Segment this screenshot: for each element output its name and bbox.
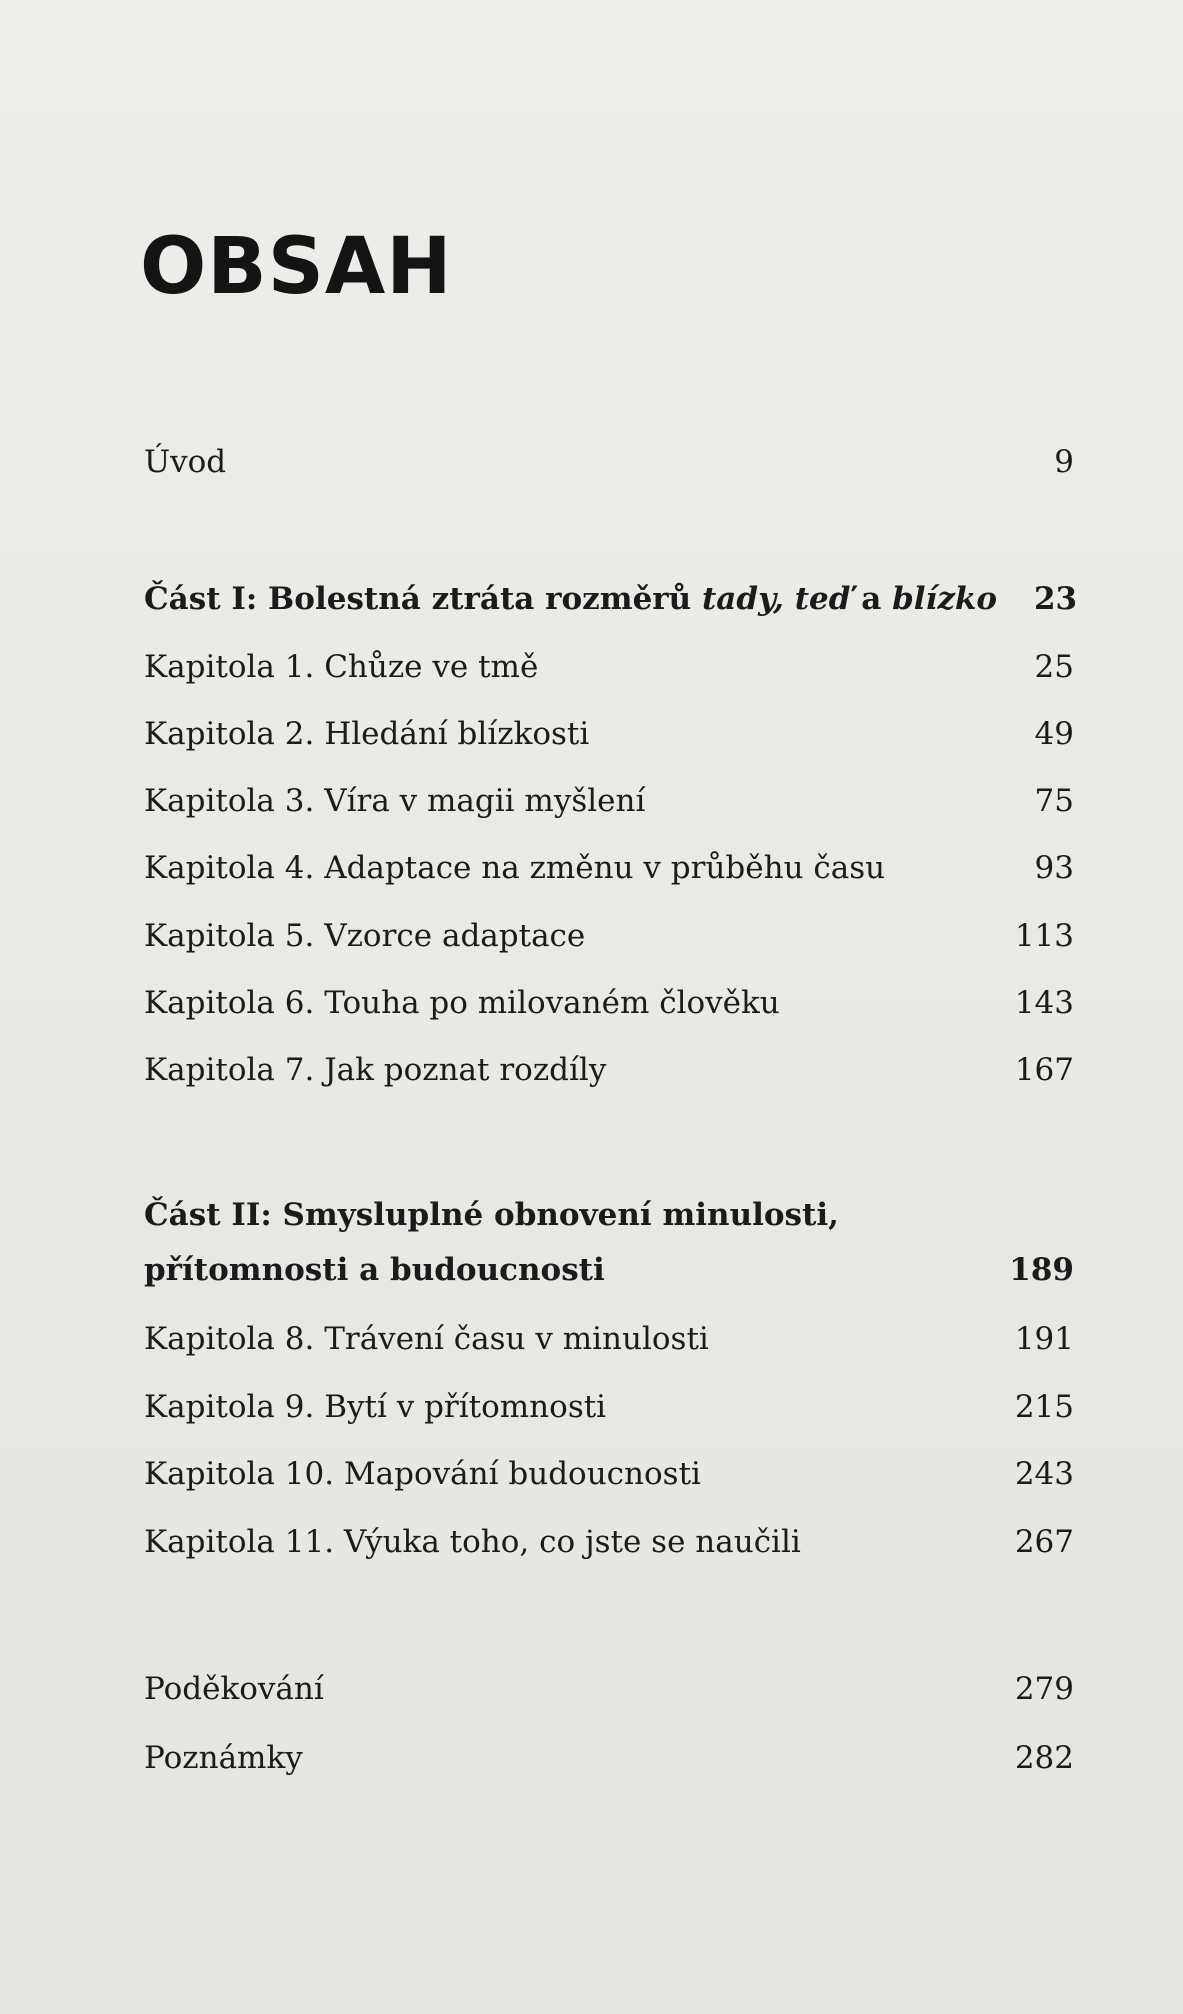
toc-chapter-label: Kapitola 5. Vzorce adaptace bbox=[144, 918, 586, 954]
toc-part-page: 23 bbox=[1033, 581, 1078, 617]
toc-part-label bbox=[144, 574, 997, 624]
toc-chapter-page: 93 bbox=[1034, 850, 1074, 886]
toc-chapter-label: Kapitola 3. Víra v magii myšlení bbox=[144, 783, 646, 819]
toc-chapter-4 bbox=[144, 843, 1074, 893]
toc-part-page: 189 bbox=[1009, 1252, 1074, 1288]
toc-part-1-heading bbox=[144, 574, 1078, 624]
toc-chapter-1 bbox=[144, 642, 1074, 692]
toc-chapter-page: 75 bbox=[1034, 783, 1074, 819]
part-1-label-mid: a bbox=[850, 581, 893, 617]
toc-chapter-11 bbox=[144, 1517, 1074, 1567]
toc-chapter-9 bbox=[144, 1382, 1074, 1432]
toc-chapter-page: 243 bbox=[1014, 1456, 1074, 1492]
toc-chapter-label: Kapitola 11. Výuka toho, co jste se naučili bbox=[144, 1524, 801, 1560]
toc-chapter-label: Kapitola 4. Adaptace na změnu v průběhu času bbox=[144, 850, 886, 886]
toc-entry-notes bbox=[144, 1733, 1074, 1783]
toc-entry-page: 9 bbox=[1054, 444, 1074, 480]
toc-chapter-page: 113 bbox=[1014, 918, 1074, 954]
part-1-label-em1: tady, teď bbox=[701, 581, 851, 617]
toc-chapter-label: Kapitola 8. Trávení času v minulosti bbox=[144, 1321, 709, 1357]
toc-entry-page: 282 bbox=[1014, 1740, 1074, 1776]
toc-part-2-heading-line1 bbox=[144, 1190, 1074, 1240]
toc-chapter-page: 143 bbox=[1014, 985, 1074, 1021]
toc-chapter-10 bbox=[144, 1449, 1074, 1499]
toc-entry-page: 279 bbox=[1014, 1671, 1074, 1707]
toc-chapter-label: Kapitola 6. Touha po milovaném člověku bbox=[144, 985, 780, 1021]
page-title: OBSAH bbox=[140, 222, 453, 312]
toc-chapter-page: 267 bbox=[1014, 1524, 1074, 1560]
toc-chapter-label: Kapitola 9. Bytí v přítomnosti bbox=[144, 1389, 607, 1425]
toc-part-label: Část II: Smysluplné obnovení minulosti, bbox=[144, 1197, 839, 1233]
toc-chapter-label: Kapitola 2. Hledání blízkosti bbox=[144, 716, 590, 752]
toc-entry-acknowledgements bbox=[144, 1664, 1074, 1714]
toc-chapter-page: 25 bbox=[1034, 649, 1074, 685]
toc-part-label: přítomnosti a budoucnosti bbox=[144, 1252, 605, 1288]
toc-chapter-8 bbox=[144, 1314, 1074, 1364]
toc-entry-label: Poznámky bbox=[144, 1740, 303, 1776]
part-1-label-em2: blízko bbox=[892, 581, 998, 617]
toc-chapter-label: Kapitola 7. Jak poznat rozdíly bbox=[144, 1052, 607, 1088]
toc-chapter-page: 49 bbox=[1034, 716, 1074, 752]
toc-chapter-page: 167 bbox=[1014, 1052, 1074, 1088]
part-1-label-prefix: Část I: Bolestná ztráta rozměrů bbox=[144, 581, 702, 617]
toc-chapter-page: 191 bbox=[1014, 1321, 1074, 1357]
toc-chapter-label: Kapitola 10. Mapování budoucnosti bbox=[144, 1456, 701, 1492]
toc-entry-label: Poděkování bbox=[144, 1671, 324, 1707]
toc-chapter-3 bbox=[144, 776, 1074, 826]
toc-entry-intro bbox=[144, 437, 1074, 487]
toc-chapter-6 bbox=[144, 978, 1074, 1028]
toc-part-2-heading-line2 bbox=[144, 1245, 1074, 1295]
toc-entry-label: Úvod bbox=[144, 444, 227, 480]
toc-chapter-label: Kapitola 1. Chůze ve tmě bbox=[144, 649, 539, 685]
toc-chapter-2 bbox=[144, 709, 1074, 759]
toc-chapter-7 bbox=[144, 1045, 1074, 1095]
toc-chapter-page: 215 bbox=[1014, 1389, 1074, 1425]
toc-chapter-5 bbox=[144, 911, 1074, 961]
